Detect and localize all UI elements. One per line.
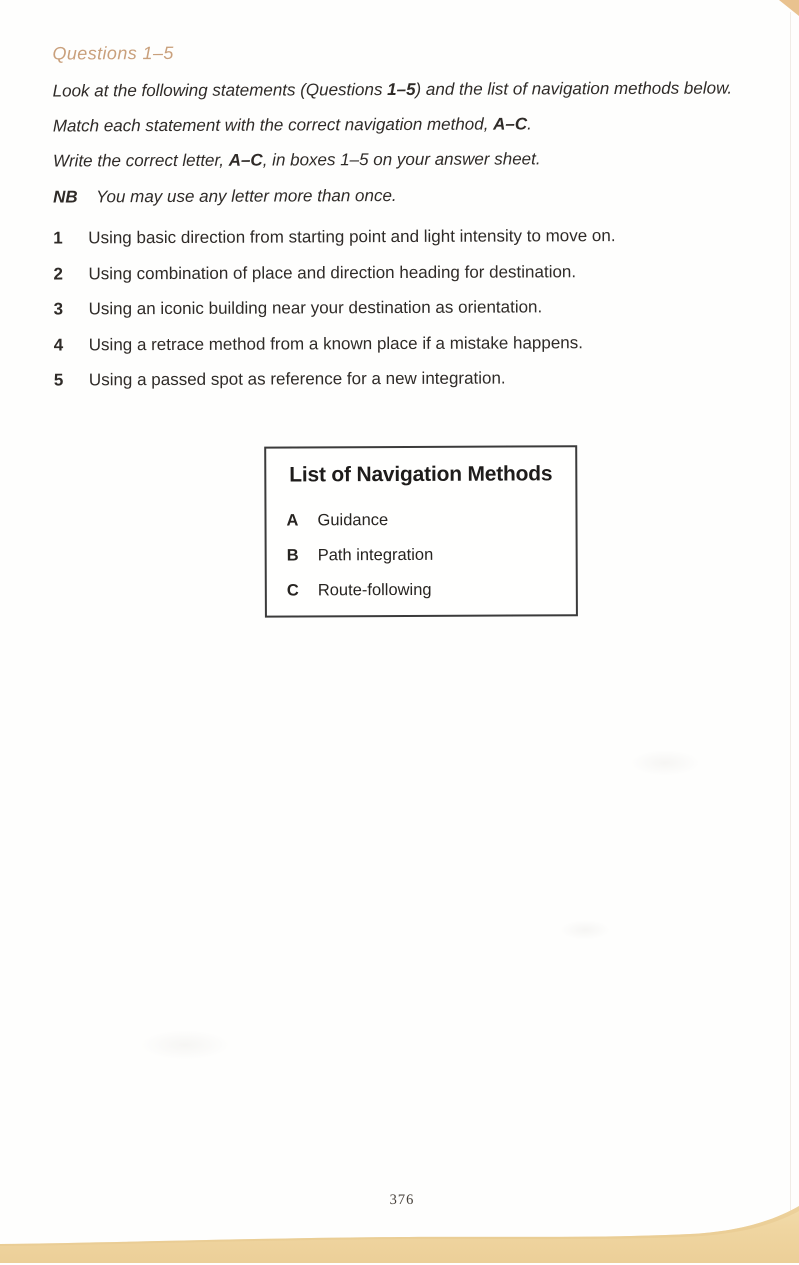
- method-option: [287, 579, 576, 601]
- statement-text: Using a passed spot as reference for a new integration.: [88, 368, 506, 390]
- instruction-text: Write the correct letter,: [52, 150, 229, 171]
- navigation-methods-box: [264, 445, 578, 617]
- statement-row: [53, 262, 615, 284]
- option-label: Route-following: [317, 580, 432, 600]
- instruction-bold-range: A–C: [493, 114, 528, 134]
- statement-number: 1: [53, 228, 63, 248]
- option-letter: C: [286, 581, 299, 600]
- instruction-text: , in boxes 1–5 on your answer sheet.: [262, 149, 541, 170]
- instruction-bold-range: 1–5: [387, 79, 416, 100]
- instruction-write: [53, 149, 541, 171]
- methods-box-title: List of Navigation Methods: [289, 462, 553, 487]
- option-letter: A: [286, 511, 299, 530]
- statement-row: [54, 368, 616, 390]
- statement-number: 4: [53, 334, 64, 355]
- statement-text: Using a retrace method from a known place if a mistake happens.: [88, 332, 583, 354]
- option-label: Path integration: [317, 545, 434, 565]
- scan-corner-sliver: [765, 0, 799, 18]
- page-edge-line: [790, 12, 791, 1217]
- questions-heading: Questions 1–5: [52, 42, 174, 64]
- statement-number: 5: [53, 370, 64, 390]
- method-option: [287, 544, 576, 566]
- instruction-text: Match each statement with the correct navigation method,: [52, 114, 494, 136]
- option-letter: B: [286, 546, 299, 565]
- instruction-match: [53, 114, 532, 136]
- scan-bottom-band: [0, 1203, 799, 1263]
- nb-text: You may use any letter more than once.: [96, 186, 397, 207]
- statement-text: Using combination of place and direction heading for destination.: [88, 261, 577, 283]
- statement-text: Using basic direction from starting point and light intensity to move on.: [88, 226, 616, 248]
- instruction-text: .: [527, 114, 532, 134]
- instruction-text: Look at the following statements (Questions: [52, 80, 388, 101]
- statement-number: 2: [53, 263, 63, 284]
- method-option: [286, 509, 575, 531]
- methods-list: [286, 509, 575, 601]
- instruction-bold-range: A–C: [228, 150, 263, 170]
- instruction-look: [53, 79, 733, 102]
- instruction-text: ) and the list of navigation methods below.: [415, 78, 733, 99]
- statement-text: Using an iconic building near your destination as orientation.: [88, 297, 543, 319]
- page-number: 376: [389, 1191, 415, 1209]
- statement-row: [54, 333, 616, 355]
- statements-list: [53, 226, 616, 390]
- statement-number: 3: [53, 299, 64, 319]
- statement-row: [53, 226, 615, 248]
- instruction-nb: [53, 186, 397, 207]
- option-label: Guidance: [317, 511, 389, 530]
- statement-row: [54, 297, 616, 319]
- nb-label: NB: [53, 187, 78, 207]
